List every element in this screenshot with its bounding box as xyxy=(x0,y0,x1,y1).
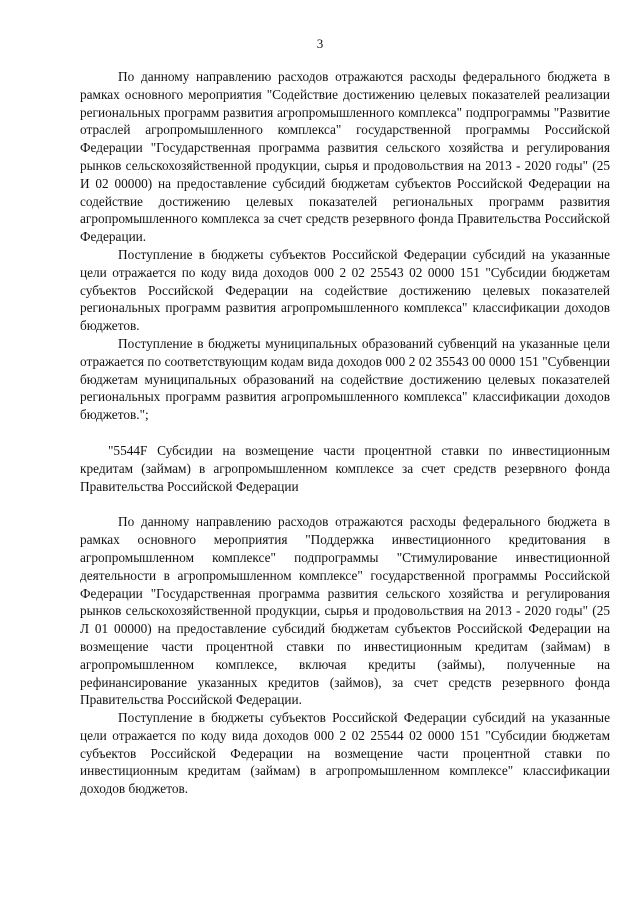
document-body xyxy=(80,68,610,798)
paragraph-subsidy-revenue-code-1: Поступление в бюджеты субъектов Российской Федерации субсидий на указанные цели отражается по коду вида доходов 000 2 02 25543 02 0000 151 "Субсидии бюджетам субъектов Российской Федерации на содействие достижению целевых показателей региональных программ развития агропромышленного комплекса" классификации доходов бюджетов. xyxy=(80,246,610,334)
section-title-5544f: "5544F Субсидии на возмещение части процентной ставки по инвестиционным кредитам (займам) в агропромышленном комплексе за счет средств резервного фонда Правительства Российской Федерации xyxy=(80,442,610,494)
spacer xyxy=(80,495,610,513)
paragraph-expenditure-description-1: По данному направлению расходов отражаются расходы федерального бюджета в рамках основного мероприятия "Содействие достижению целевых показателей реализации региональных программ развития агропромышленного комплекса" подпрограммы "Развитие отраслей агропромышленного комплекса" государственной программы Российской Федерации "Государственная программа развития сельского хозяйства и регулирования рынков сельскохозяйственной продукции, сырья и продовольствия на 2013 - 2020 годы" (25 И 02 00000) на предоставление субсидий бюджетам субъектов Российской Федерации на содействие достижению целевых показателей региональных программ развития агропромышленного комплекса за счет средств резервного фонда Правительства Российской Федерации. xyxy=(80,69,610,245)
page-number: 3 xyxy=(316,36,324,51)
paragraph-subsidy-revenue-code-2: Поступление в бюджеты субъектов Российской Федерации субсидий на указанные цели отражается по коду вида доходов 000 2 02 25544 02 0000 151 "Субсидии бюджетам субъектов Российской Федерации на возмещение части процентной ставки по инвестиционным кредитам (займам) в агропромышленном комплексе" классификации доходов бюджетов. xyxy=(80,710,610,797)
spacer xyxy=(80,424,610,442)
paragraph-expenditure-description-2: По данному направлению расходов отражаются расходы федерального бюджета в рамках основного мероприятия "Поддержка инвестиционного кредитования в агропромышленном комплексе" подпрограммы "Стимулирование инвестиционной деятельности в агропромышленном комплексе" государственной программы Российской Федерации "Государственная программа развития сельского хозяйства и регулирования рынков сельскохозяйственной продукции, сырья и продовольствия на 2013 - 2020 годы" (25 Л 01 00000) на предоставление субсидий бюджетам субъектов Российской Федерации на возмещение части процентной ставки по инвестиционным кредитам (займам) в агропромышленном комплексе, включая кредиты (займы), полученные на рефинансирование указанных кредитов (займов), за счет средств резервного фонда Правительства Российской Федерации. xyxy=(80,514,610,708)
paragraph-subvention-revenue-code: Поступление в бюджеты муниципальных образований субвенций на указанные цели отражается по соответствующим кодам вида доходов 000 2 02 35543 00 0000 151 "Субвенции бюджетам муниципальных образований на содействие достижению целевых показателей региональных программ развития агропромышленного комплекса" классификации доходов бюджетов."; xyxy=(80,335,610,423)
